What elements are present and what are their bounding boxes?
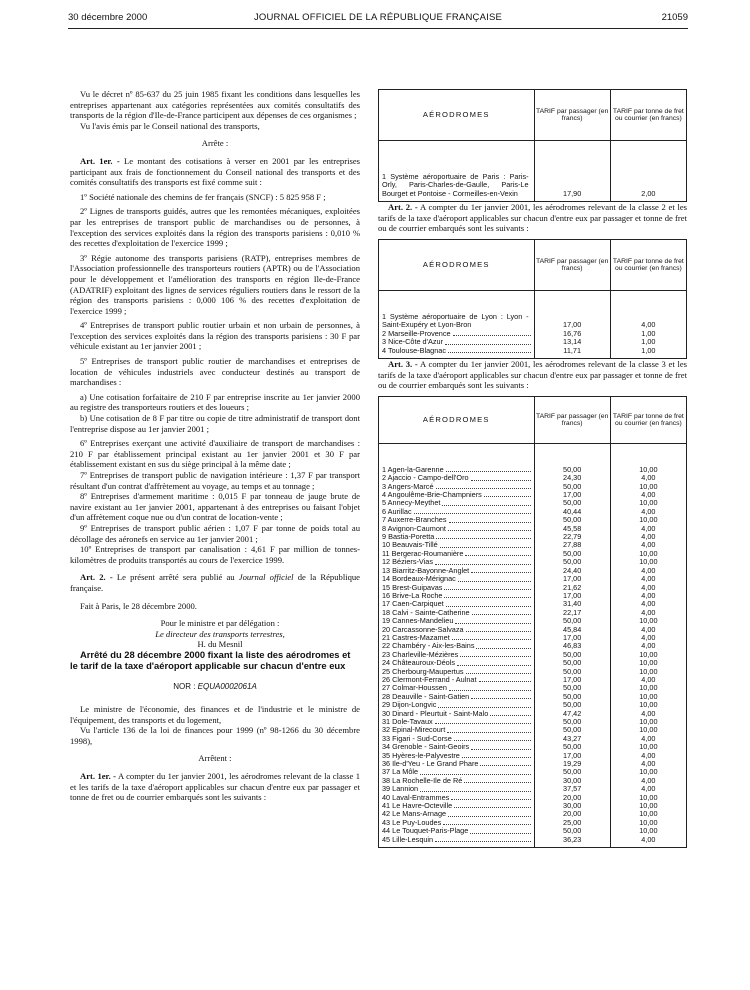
- tarif-fret-value: 10,00: [610, 693, 686, 701]
- aerodrome-name: 2 Marseille-Provence: [379, 330, 535, 338]
- aerodrome-name: 5 Annecy-Meythet: [379, 499, 535, 507]
- table-row: [379, 173, 687, 198]
- tarif-passager-value: 25,00: [534, 819, 610, 827]
- aerodrome-name: 9 Bastia-Poretta: [379, 533, 535, 541]
- tarif-passager-value: 50,00: [534, 483, 610, 491]
- aerodrome-name: 28 Deauville - Saint-Gatien: [379, 693, 535, 701]
- col-tarif-passager: TARIF par passager (en francs): [534, 396, 610, 443]
- tarif-passager-value: 50,00: [534, 659, 610, 667]
- tarif-fret-value: 10,00: [610, 550, 686, 558]
- header-page-number: 21059: [661, 12, 688, 23]
- aerodrome-name: 23 Charleville-Mézières: [379, 651, 535, 659]
- aerodrome-name: 34 Grenoble - Saint-Geoirs: [379, 743, 535, 751]
- tarif-fret-value: 10,00: [610, 726, 686, 734]
- aerodrome-name: 45 Lille-Lesquin: [379, 836, 535, 844]
- tarif-fret-value: 4,00: [610, 785, 686, 793]
- tarif-passager-value: 17,00: [534, 491, 610, 499]
- tarif-passager-value: 17,00: [534, 752, 610, 760]
- col-tarif-passager: TARIF par passager (en francs): [534, 90, 610, 141]
- tarif-fret-value: 4,00: [610, 525, 686, 533]
- item-5b: b) Une cotisation de 8 F par titre ou copie de titre administratif de transport dont l'entreprise dispose au 1er janvier 2001 ;: [70, 413, 360, 434]
- aerodrome-name: 17 Caen-Carpiquet: [379, 600, 535, 608]
- aerodrome-name: 3 Nice-Côte d'Azur: [379, 338, 535, 346]
- tarif-passager-value: 37,57: [534, 785, 610, 793]
- tarif-passager-value: 24,30: [534, 474, 610, 482]
- tarif-fret-value: 10,00: [610, 651, 686, 659]
- tarif-passager-value: 50,00: [534, 651, 610, 659]
- article-1-aerodromes: Art. 1er. - A compter du 1er janvier 2001, les aérodromes relevant de la classe 1 et les tarifs de la taxe d'aéroport applicables sur chacun d'entre eux par passager et tonne de fret ou de courrier embarqués sont les suivants :: [70, 771, 360, 803]
- aerodrome-name: 2 Ajaccio - Campo-dell'Oro: [379, 474, 535, 482]
- tarif-fret-value: 10,00: [610, 466, 686, 474]
- aerodrome-name: 16 Brive-La Roche: [379, 592, 535, 600]
- tarif-fret-value: 10,00: [610, 743, 686, 751]
- decree-title: Arrêté du 28 décembre 2000 fixant la liste des aérodromes et le tarif de la taxe d'aéroport applicable sur chacun d'entre eux: [70, 648, 351, 671]
- table-spacer-row: [379, 844, 687, 848]
- aerodrome-name: 7 Auxerre-Branches: [379, 516, 535, 524]
- class-2-table: [378, 239, 687, 359]
- tarif-passager-value: 20,00: [534, 810, 610, 818]
- aerodrome-name: 36 Ile-d'Yeu - Le Grand Phare: [379, 760, 535, 768]
- tarif-passager-value: 50,00: [534, 827, 610, 835]
- item-4: 4º Entreprises de transport public routier urbain et non urbain de personnes, à l'exception des services exploités dans la région des transports parisiens : 30 F par véhicule existant au 1er janvier 2001 ;: [70, 320, 360, 352]
- aerodrome-name: 31 Dole-Tavaux: [379, 718, 535, 726]
- header-date: 30 décembre 2000: [68, 12, 148, 23]
- tarif-passager-value: 50,00: [534, 558, 610, 566]
- tarif-passager-value: 16,76: [534, 330, 610, 338]
- tarif-passager-value: 24,40: [534, 567, 610, 575]
- tarif-fret-value: 4,00: [610, 626, 686, 634]
- item-2: 2º Lignes de transports guidés, autres que les remontées mécaniques, exploitées par les entreprises de transport public de marchandises ou de personnes, à l'exception des services exploités dans la région des transports parisiens : 0,010 % des recettes d'exploitation de l'exercice 1999 ;: [70, 206, 360, 249]
- col-aerodromes: AÉRODROMES: [379, 396, 535, 443]
- article-1: Art. 1er. - Le montant des cotisations à verser en 2001 par les entreprises participant aux frais de fonctionnement du Conseil national des transports et des comités consultatifs des transports est fixé comme suit :: [70, 155, 360, 188]
- item-9: 9º Entreprises de transport public aérien : 1,07 F par tonne de poids total au décollage des aéronefs en service au 1er janvier 2001 ;: [70, 522, 360, 544]
- tarif-fret-value: 4,00: [610, 836, 686, 844]
- table-spacer-row: [379, 291, 687, 314]
- tarif-passager-value: 22,79: [534, 533, 610, 541]
- tarif-fret-value: 10,00: [610, 718, 686, 726]
- signature-line-2: Le directeur des transports terrestres,: [155, 628, 285, 639]
- aerodrome-name: 24 Châteauroux-Déols: [379, 659, 535, 667]
- aerodrome-name: 43 Le Puy-Loudes: [379, 819, 535, 827]
- item-1: 1º Société nationale des chemins de fer français (SNCF) : 5 825 958 F ;: [80, 191, 326, 202]
- table-row: [379, 347, 687, 355]
- aerodrome-name: 15 Brest-Guipavas: [379, 584, 535, 592]
- tarif-fret-value: 2,00: [610, 173, 686, 198]
- aerodrome-name: 4 Angoulême-Brie-Champniers: [379, 491, 535, 499]
- tarif-fret-value: 4,00: [610, 508, 686, 516]
- tarif-fret-value: 4,00: [610, 474, 686, 482]
- col-aerodromes: AÉRODROMES: [379, 240, 535, 291]
- tarif-fret-value: 4,00: [610, 752, 686, 760]
- tarif-passager-value: 50,00: [534, 466, 610, 474]
- tarif-passager-value: 17,00: [534, 575, 610, 583]
- tarif-fret-value: 4,00: [610, 592, 686, 600]
- aerodrome-name: 11 Bergerac-Roumanière: [379, 550, 535, 558]
- tarif-passager-value: 45,58: [534, 525, 610, 533]
- aerodrome-name: 42 Le Mans-Arnage: [379, 810, 535, 818]
- tarif-fret-value: 4,00: [610, 676, 686, 684]
- tarif-passager-value: 50,00: [534, 718, 610, 726]
- table-spacer-row: [379, 443, 687, 466]
- aerodrome-name: 41 Le Havre-Octeville: [379, 802, 535, 810]
- tarif-fret-value: 4,00: [610, 541, 686, 549]
- tarif-passager-value: 30,00: [534, 777, 610, 785]
- tarif-fret-value: 4,00: [610, 642, 686, 650]
- tarif-passager-value: 22,17: [534, 609, 610, 617]
- aerodrome-name: 37 La Môle: [379, 768, 535, 776]
- tarif-fret-value: 10,00: [610, 827, 686, 835]
- tarif-passager-value: 27,88: [534, 541, 610, 549]
- col-tarif-fret: TARIF par tonne de fret ou courrier (en francs): [610, 240, 686, 291]
- tarif-passager-value: 50,00: [534, 617, 610, 625]
- signature-name: H. du Mesnil: [197, 639, 243, 650]
- table-spacer-row: [379, 355, 687, 359]
- table-row: [379, 836, 687, 844]
- tarif-fret-value: 4,00: [610, 575, 686, 583]
- tarif-passager-value: 30,00: [534, 802, 610, 810]
- tarif-fret-value: 4,00: [610, 735, 686, 743]
- tarif-fret-value: 10,00: [610, 802, 686, 810]
- tarif-passager-value: 17,00: [534, 676, 610, 684]
- class-3-table: [378, 396, 687, 848]
- tarif-fret-value: 10,00: [610, 819, 686, 827]
- vu-decret: Vu le décret nº 85-637 du 25 juin 1985 fixant les conditions dans lesquelles les entreprises appartenant aux catégories représentées aux comités consultatifs des transports de la région d'Ile-de-France participent aux dépenses de ces organismes ;: [70, 89, 360, 121]
- tarif-passager-value: 50,00: [534, 684, 610, 692]
- tarif-passager-value: 17,00: [534, 592, 610, 600]
- tarif-passager-value: 50,00: [534, 726, 610, 734]
- header-journal-title: JOURNAL OFFICIEL DE LA RÉPUBLIQUE FRANÇAISE: [253, 12, 503, 23]
- col-tarif-fret: TARIF par tonne de fret ou courrier (en francs): [610, 90, 686, 141]
- tarif-passager-value: 50,00: [534, 768, 610, 776]
- table-row: [379, 313, 687, 330]
- tarif-passager-value: 50,00: [534, 668, 610, 676]
- tarif-fret-value: 10,00: [610, 516, 686, 524]
- aerodrome-name: 39 Lannion: [379, 785, 535, 793]
- tarif-fret-value: 10,00: [610, 668, 686, 676]
- tarif-passager-value: 17,00: [534, 634, 610, 642]
- tarif-passager-value: 20,00: [534, 794, 610, 802]
- item-10: 10º Entreprises de transport par canalisation : 4,61 F par million de tonnes-kilomètres de produits transportés au cours de l'exercice 1999.: [70, 544, 360, 565]
- tarif-passager-value: 50,00: [534, 516, 610, 524]
- tarif-passager-value: 46,83: [534, 642, 610, 650]
- nor-reference: NOR : EQUA0002061A: [173, 681, 257, 691]
- tarif-passager-value: 45,84: [534, 626, 610, 634]
- tarif-fret-value: 10,00: [610, 701, 686, 709]
- tarif-passager-value: 40,44: [534, 508, 610, 516]
- item-8: 8º Entreprises d'armement maritime : 0,015 F par tonneau de jauge brute de navire existant au 1er janvier 2001, appartenant à des entreprises ou faisant l'objet d'un affrètement coque nue ou d'un contrat de location-vente ;: [70, 491, 360, 523]
- aerodrome-name: 32 Epinal-Mirecourt: [379, 726, 535, 734]
- tarif-passager-value: 50,00: [534, 693, 610, 701]
- tarif-fret-value: 10,00: [610, 483, 686, 491]
- aerodrome-name: 3 Angers-Marcé: [379, 483, 535, 491]
- tarif-passager-value: 11,71: [534, 347, 610, 355]
- table-spacer-row: [379, 141, 687, 174]
- vu-loi-finances: Vu l'article 136 de la loi de finances pour 1999 (nº 98-1266 du 30 décembre 1998),: [70, 725, 360, 746]
- aerodrome-name: 6 Aurillac: [379, 508, 535, 516]
- item-5a: a) Une cotisation forfaitaire de 210 F par entreprise inscrite au 1er janvier 2000 au registre des transporteurs routiers et des loueurs ;: [70, 391, 360, 413]
- aerodrome-name: 12 Béziers-Vias: [379, 558, 535, 566]
- tarif-fret-value: 1,00: [610, 347, 686, 355]
- table-spacer-row: [379, 198, 687, 202]
- aerodrome-name: 4 Toulouse-Blagnac: [379, 347, 535, 355]
- tarif-fret-value: 4,00: [610, 313, 686, 330]
- arrete-heading: Arrête :: [201, 138, 229, 149]
- col-tarif-passager: TARIF par passager (en francs): [534, 240, 610, 291]
- tarif-fret-value: 4,00: [610, 760, 686, 768]
- class-1-table: [378, 89, 687, 202]
- aerodrome-name: 10 Beauvais-Tillé: [379, 541, 535, 549]
- left-column: [70, 89, 360, 803]
- item-6: 6º Entreprises exerçant une activité d'auxiliaire de transport de marchandises : 210 F par établissement principal existant au 1er janvier 2001 et 30 F par établissement existant en sus du siège principal à la même date ;: [70, 438, 360, 470]
- tarif-passager-value: 31,40: [534, 600, 610, 608]
- tarif-fret-value: 4,00: [610, 609, 686, 617]
- aerodrome-name: 20 Carcassonne-Salvaza: [379, 626, 535, 634]
- tarif-fret-value: 10,00: [610, 684, 686, 692]
- tarif-passager-value: 17,90: [534, 173, 610, 198]
- tarif-passager-value: 36,23: [534, 836, 610, 844]
- aerodrome-name: 1 Système aéroportuaire de Lyon : Lyon - Saint-Exupéry et Lyon-Bron: [379, 313, 535, 330]
- article-2-right: Art. 2. - A compter du 1er janvier 2001, les aérodromes relevant de la classe 2 et les tarifs de la taxe d'aéroport applicables sur chacun d'entre eux par passager et tonne de fret ou de courrier embarqués sont les suivants :: [378, 202, 687, 234]
- item-5: 5º Entreprises de transport public routier de marchandises et entreprises de location de véhicules industriels avec conducteur destinés au transport de marchandises :: [70, 356, 360, 388]
- signature-line-1: Pour le ministre et par délégation :: [160, 618, 280, 629]
- col-tarif-fret: TARIF par tonne de fret ou courrier (en francs): [610, 396, 686, 443]
- minister-preamble: Le ministre de l'économie, des finances et de l'industrie et le ministre de l'équipement, des transports et du logement,: [70, 704, 360, 725]
- aerodrome-name: 33 Figari - Sud-Corse: [379, 735, 535, 743]
- aerodrome-name: 14 Bordeaux-Mérignac: [379, 575, 535, 583]
- aerodrome-name: 25 Cherbourg-Maupertus: [379, 668, 535, 676]
- tarif-passager-value: 21,62: [534, 584, 610, 592]
- tarif-fret-value: 4,00: [610, 600, 686, 608]
- aerodrome-name: 26 Clermont-Ferrand - Aulnat: [379, 676, 535, 684]
- tarif-fret-value: 1,00: [610, 338, 686, 346]
- item-3: 3º Régie autonome des transports parisiens (RATP), entreprises membres de l'Association professionnelle des transporteurs routiers (APTR) ou de l'Association pour le développement et l'amélioration des transports en région Ile-de-France (ADATRIF) exploitant des lignes de services réguliers routiers dans le ressort de la région des transports parisiens : 0,000 106 % des recettes d'exploitation de l'exercice 1999 ;: [70, 252, 360, 316]
- tarif-passager-value: 50,00: [534, 743, 610, 751]
- article-2: Art. 2. - Le présent arrêté sera publié au Journal officiel de la République française.: [70, 572, 360, 593]
- aerodrome-name: 1 Système aéroportuaire de Paris : Paris-Orly, Paris-Charles-de-Gaulle, Paris-Le Bourget et Pontoise - Cormeilles-en-Vexin: [379, 173, 535, 198]
- item-7: 7º Entreprises de transport public de navigation intérieure : 1,37 F par transport résultant d'un contrat d'affrètement au voyage, au temps et au tonnage ;: [70, 470, 360, 491]
- fait-a-paris: Fait à Paris, le 28 décembre 2000.: [80, 600, 197, 611]
- aerodrome-name: 21 Castres-Mazamet: [379, 634, 535, 642]
- tarif-passager-value: 19,29: [534, 760, 610, 768]
- aerodrome-name: 1 Agen-la-Garenne: [379, 466, 535, 474]
- tarif-fret-value: 4,00: [610, 777, 686, 785]
- tarif-passager-value: 17,00: [534, 313, 610, 330]
- tarif-fret-value: 10,00: [610, 659, 686, 667]
- article-1-label: Art. 1er. -: [80, 155, 120, 166]
- header-rule: [68, 28, 688, 29]
- tarif-fret-value: 4,00: [610, 710, 686, 718]
- aerodrome-name: 19 Cannes-Mandelieu: [379, 617, 535, 625]
- vu-avis: Vu l'avis émis par le Conseil national des transports,: [80, 120, 260, 131]
- aerodrome-name: 30 Dinard - Pleurtuit - Saint-Malo: [379, 710, 535, 718]
- aerodrome-name: 40 Laval-Entrammes: [379, 794, 535, 802]
- tarif-fret-value: 4,00: [610, 491, 686, 499]
- tarif-passager-value: 50,00: [534, 550, 610, 558]
- tarif-passager-value: 47,42: [534, 710, 610, 718]
- tarif-passager-value: 50,00: [534, 499, 610, 507]
- col-aerodromes: AÉRODROMES: [379, 90, 535, 141]
- tarif-passager-value: 43,27: [534, 735, 610, 743]
- article-3: Art. 3. - A compter du 1er janvier 2001, les aérodromes relevant de la classe 3 et les tarifs de la taxe d'aéroport applicables sur chacun d'entre eux par passager et tonne de fret ou de courrier embarqués sont les suivants :: [378, 359, 687, 391]
- tarif-fret-value: 10,00: [610, 499, 686, 507]
- tarif-passager-value: 13,14: [534, 338, 610, 346]
- right-column: [378, 89, 687, 848]
- aerodrome-name: 27 Colmar-Houssen: [379, 684, 535, 692]
- tarif-fret-value: 10,00: [610, 558, 686, 566]
- running-header: [68, 12, 688, 26]
- aerodrome-name: 18 Calvi - Sainte-Catherine: [379, 609, 535, 617]
- tarif-fret-value: 4,00: [610, 584, 686, 592]
- tarif-fret-value: 4,00: [610, 634, 686, 642]
- tarif-fret-value: 4,00: [610, 533, 686, 541]
- tarif-fret-value: 10,00: [610, 617, 686, 625]
- tarif-fret-value: 10,00: [610, 794, 686, 802]
- tarif-fret-value: 4,00: [610, 567, 686, 575]
- aerodrome-name: 13 Biarritz-Bayonne-Anglet: [379, 567, 535, 575]
- arretent-heading: Arrêtent :: [198, 753, 232, 764]
- aerodrome-name: 35 Hyères-le-Palyvestre: [379, 752, 535, 760]
- tarif-fret-value: 10,00: [610, 810, 686, 818]
- aerodrome-name: 29 Dijon-Longvic: [379, 701, 535, 709]
- tarif-passager-value: 50,00: [534, 701, 610, 709]
- aerodrome-name: 22 Chambéry - Aix-les-Bains: [379, 642, 535, 650]
- aerodrome-name: 38 La Rochelle-Ile de Ré: [379, 777, 535, 785]
- aerodrome-name: 8 Avignon-Caumont: [379, 525, 535, 533]
- tarif-fret-value: 1,00: [610, 330, 686, 338]
- aerodrome-name: 44 Le Touquet-Paris-Plage: [379, 827, 535, 835]
- tarif-fret-value: 10,00: [610, 768, 686, 776]
